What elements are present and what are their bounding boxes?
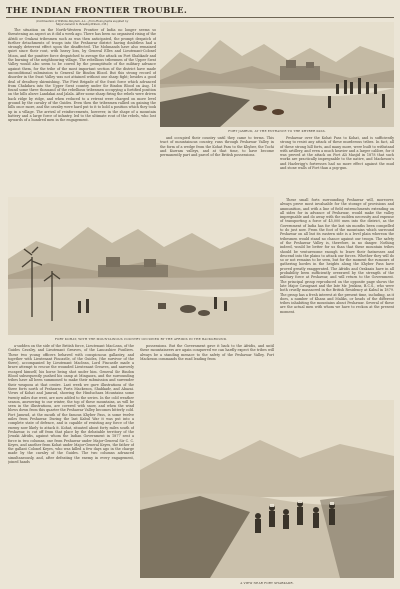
byline-line-1: (Continuation of Wilkins Diagram, A.L., from Photographs supplied by: [35, 20, 129, 23]
article-column-3-top: [280, 136, 394, 196]
caption-fort-shabkadr: A VIEW NEAR FORT SHABKADR.: [240, 581, 294, 585]
article-column-2-top: [160, 136, 274, 166]
article-paragraph: These small forts surrounding Peshawar will, moreover, always prove most invaluable for the storage of provisions and ammunition, and with a line of field entrenchments extending on all sides for in advance of Peshawar, would make the valley impregnable and do away with the sudden necessity and expense of transporting a force of 45,000 men into the district, as the Government of India has for the last six months been compelled to do just now. From the foot of the mountains which surround Peshawar on all but its eastern side is a level plain whereon the tribesmen would stand no chance against our troops. The safety of the Peshawar Valley is, therefore, in no danger. Nothing indeed, would be better for us than that these mountain tribes should be venturesome enough to leave their fastnesses and descend into the plains to attack our forces. Whether they will do so or not remains to be seen, but for the moment the rumours of gathering hordes in the heights along the Khyber Pass have proved greatly exaggerated. The Afridis and Orakzais have in all probability been sufficiently overawed by the strength of the military force at Peshawar, and will return to the Government. The principal group reproduced on the opposite page shows the late Major Cavagnari and the late Mr. Jenkins, B.C.S., who were both cruelly massacred in the British Residency at Kabul in 1879. The group has a fresh interest at the present time, including, as it does, a number of Khans and Maliks, or heads of the different tribes inhabiting the mountains about Peshawar. Several of these are the actual men with whom we have to reckon at the present moment.: [280, 198, 394, 314]
article-paragraph: and occupied their country until they came to terms. This tract of mountainous country, runs through Peshawar Valley in the form of a wedge from the Kohat Pass to the Khyber, the Tochi and Kurram valleys, and at that time, to have become permanently part and parcel of the British possessions.: [160, 136, 274, 158]
byline-line-2: Major-General S. Bewdley-Wilson, C.B.): [55, 23, 109, 27]
illustration-fort-kohat: [8, 197, 274, 335]
article-paragraph: a-sudden on the side of the British force, Lieutenant MacLean, of the Guides Cavalry, and Lieutenant Greaves, of the Lancashire Fusiliers. These two young officers behaved with conspicuous gallantry, and together with Lieutenant Fincastle, of the Guides, (the survivor of the three), accompanied by Lieutenant Maclean, Lord Fincastle made a brave attempt to rescue the wounded Lieutenant Greaves, and narrowly escaped himself, his horse being shot under him. General Sir Bindon Blood subsequently pushed his camp at Mingaora, and the surrounding tribes have all been summoned to make their submission and surrender their weapons at that centre. Last week we gave illustrations of the three forts north of Peshawar, Forts Mackeson, Shabkadr, and Abazai. Views of Kohat and Jamrud, showing the Hinduchara Mountains some twenty miles due west, are now added to the series. In the cold weather season, answering to our winter, the top of these mountains, as will be seen in the illustrations, are covered with snow, and when the wind blows down from this quarter the Peshawar Valley becomes bitterly cold. Fort Jamrud, at the mouth of the famous Khyber Pass, is some twelve miles from Peshawar. During the last Kabul War it was put into a complete state of defence, and is capable of resisting any force of the enemy now likely to attack it. Kohat, situated about forty miles south of Peshawar, is cut off from that place by the debatable territory of the Jowaki Afridis, against whom the Indian Government in 1877 sent a force in two columns, one from Peshawar under Major-General Sir C. C. Keyes, and another from Kohat under Major-General Keyes, the father of the gallant Colonel Keyes, who was killed a few days ago in the charge made by the cavalry of the Guides. The two columns advanced simultaneously, and, after defeating the enemy in every engagement, joined hands: [8, 344, 134, 465]
byline: [8, 20, 156, 26]
article-paragraph: possessions. But the Government gave it back to the Afridis, and until these mountaineers are again conquered we can hardly expect the tribes will always be a standing menace to the safety of the Peshawar Valley. Fort Mackeson commands the road leading from: [140, 344, 274, 361]
article-paragraph: Peshawar over the Kohat Pass to Kohat, and is sufficiently strong to resist any attack of these murderous tribes. In fact, all of these strong hill forts, and many more, were built to withstand with artillery, and even a much heavier and a larger calibre, for it was proved at the attack on Fort Ali Masjid in 1878 that such works are practically impregnable to the native, and Mackeson's and Hazlerigg's fortresses had no more effect against the mud and stone walls of Fort than a pop-gun.: [280, 136, 394, 171]
title-rule: [6, 17, 394, 18]
article-column-3-middle: [280, 198, 394, 398]
page-title: THE INDIAN FRONTIER TROUBLE.: [6, 6, 188, 16]
illustration-fort-jamrud: [160, 22, 394, 127]
illustration-fort-shabkadr: [140, 400, 394, 578]
caption-fort-kohat: FORT KOHAT, WITH THE MOUNTAINOUS COUNTRY OCCUPIED BY THE AFRIDIS IN THE BACKGROUND.: [54, 337, 228, 341]
article-column-1-bottom: [8, 344, 134, 584]
caption-fort-jamrud: FORT JAMRUD, AT THE ENTRANCE TO THE KHYBER PASS.: [228, 129, 326, 133]
article-column-2-bottom: [140, 344, 274, 380]
article-paragraph: The situation on the North-Western Frontier of India no longer seems so threatening an aspect as it did a week ago. There has been no organised rising of the Afridi or Orakzai tribesmen such as was then anticipated, the prompt despatch of further detachments of troops into the Peshawar district having doubtless had a strongly deterrent effect upon the disaffected. The Mohmands have also remained quiet since their rout, with heavy loss, by General Elles and Lieutenant-Colonel Moon, and the punitive force despatched to avenge the attack on Fort Shabkadr and the burning of the neighbouring village. The rebellious tribesmen of the Upper Swat Valley would also seem to be cowed by the promptitude of the military advance against them, for the tribe of the most important section of the district have made unconditional submission to General Sir Bindon Blood. But this strong record of disorder in the Swat Valley was not attained without one sharp fight; besides a good deal of desultory skirmishing. The First Brigade of the Swat force which advanced from Chakdara into the Upper Swat country under Sir Bindon Blood on Aug. 16 found some three thousand of the rebellious tribesmen occupying a fortified position on the hills above Landakai and Jalala. After some sharp firing the rebels were driven back ridge by ridge, and when reduced to a retreat were charged on more level ground by the cavalry of the Guides. Even then the tribesmen rallied on gaining the hills once more, and the cavalry were hard put to it to hold a position which they took up in a village. The arrival of reinforcements, however, in the shape of a mountain battery and a large force of infantry, led to the ultimate rout of the rebels, who lost upwards of a hundred men in the engagement.: [8, 28, 156, 123]
